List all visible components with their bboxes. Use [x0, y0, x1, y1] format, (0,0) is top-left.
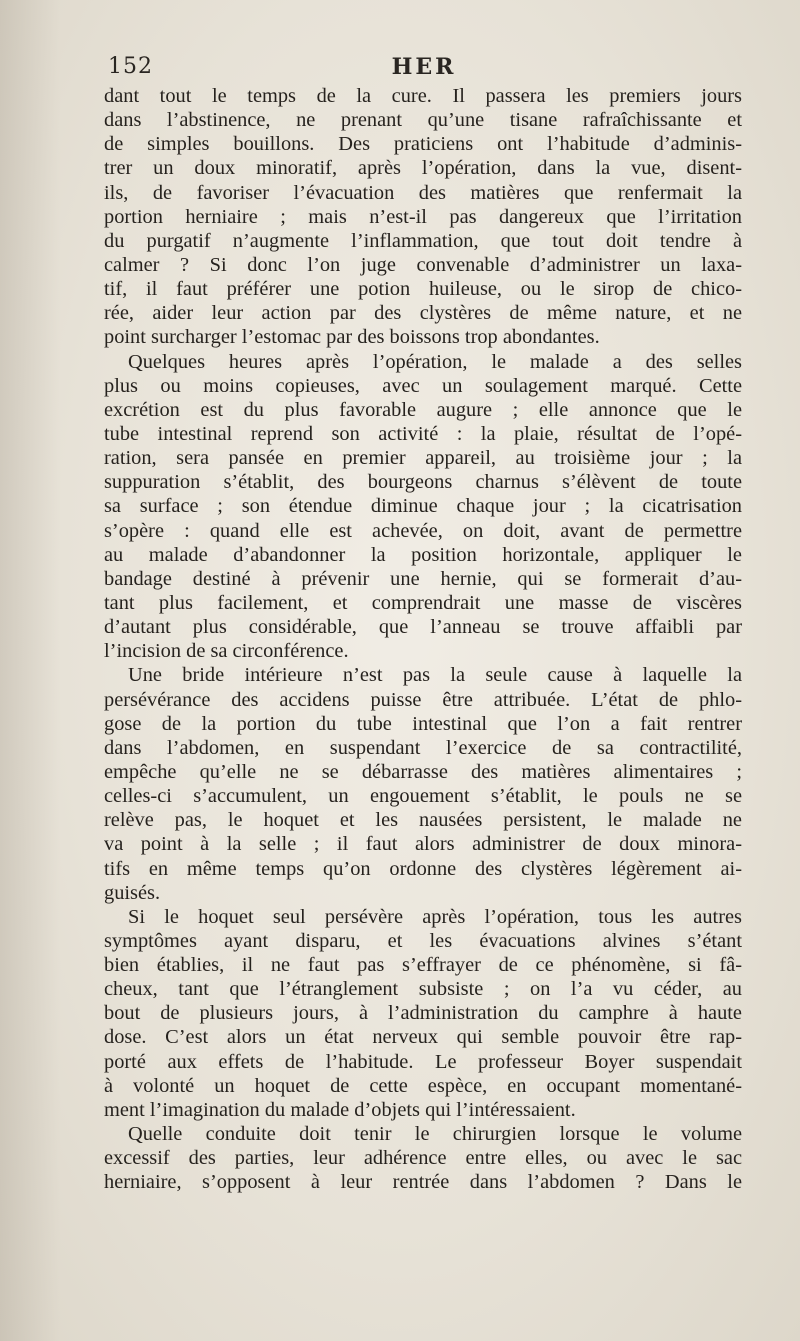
paragraph	[104, 350, 742, 664]
text-line: portion herniaire ; mais n’est-il pas dangereux que l’irritation	[104, 205, 742, 228]
text-line: excrétion est du plus favorable augure ; elle annonce que le	[104, 398, 742, 421]
text-line: empêche qu’elle ne se débarrasse des matières alimentaires ;	[104, 760, 742, 783]
text-line: tif, il faut préférer une potion huileuse, ou le sirop de chico-	[104, 278, 742, 301]
text-line: point surcharger l’estomac par des boissons trop abondantes.	[104, 326, 600, 349]
text-line: bien établies, il ne faut pas s’effrayer de ce phénomène, si fâ-	[104, 954, 742, 977]
page-header	[108, 54, 740, 86]
text-line: s’opère : quand elle est achevée, on doit, avant de permettre	[104, 519, 742, 542]
text-line: tube intestinal reprend son activité : la plaie, résultat de l’opé-	[104, 422, 742, 445]
text-line: excessif des parties, leur adhérence entre elles, ou avec le sac	[104, 1147, 742, 1170]
gutter-shadow	[0, 0, 60, 1341]
text-line: trer un doux minoratif, après l’opération, dans la vue, disent-	[104, 157, 742, 180]
text-line: dans l’abdomen, en suspendant l’exercice de sa contractilité,	[104, 736, 742, 759]
text-line: Une bride intérieure n’est pas la seule cause à laquelle la	[128, 664, 742, 687]
text-line: à volonté un hoquet de cette espèce, en occupant momentané-	[104, 1074, 742, 1097]
page-number: 152	[108, 54, 153, 79]
text-line: sa surface ; son étendue diminue chaque jour ; la cicatrisation	[104, 495, 742, 518]
text-line: l’incision de sa circonférence.	[104, 640, 349, 663]
text-line: Quelques heures après l’opération, le malade a des selles	[128, 350, 742, 373]
text-line: cheux, tant que l’étranglement subsiste ; on l’a vu céder, au	[104, 978, 742, 1001]
text-line: dose. C’est alors un état nerveux qui semble pouvoir être rap-	[104, 1026, 742, 1049]
text-line: au malade d’abandonner la position horizontale, appliquer le	[104, 543, 742, 566]
text-line: guisés.	[104, 881, 161, 904]
text-line: tifs en même temps qu’on ordonne des clystères légèrement ai-	[104, 857, 742, 880]
running-head: HER	[391, 54, 457, 80]
body-text	[104, 84, 742, 1194]
text-line: calmer ? Si donc l’on juge convenable d’administrer un laxa-	[104, 253, 742, 276]
text-line: ils, de favoriser l’évacuation des matières que renfermait la	[104, 181, 742, 204]
text-line: bout de plusieurs jours, à l’administration du camphre à haute	[104, 1002, 742, 1025]
text-line: relève pas, le hoquet et les nausées persistent, le malade ne	[104, 809, 742, 832]
text-line: Si le hoquet seul persévère après l’opération, tous les autres	[128, 905, 742, 928]
paragraph	[104, 905, 742, 1122]
text-line: rée, aider leur action par des clystères de même nature, et ne	[104, 302, 742, 325]
text-line: celles-ci s’accumulent, un engouement s’établit, le pouls ne se	[104, 785, 742, 808]
text-line: symptômes ayant disparu, et les évacuations alvines s’étant	[104, 929, 742, 952]
text-line: d’autant plus considérable, que l’anneau se trouve affaibli par	[104, 616, 742, 639]
paragraph	[104, 84, 742, 350]
text-line: gose de la portion du tube intestinal que l’on a fait rentrer	[104, 712, 742, 735]
text-line: dant tout le temps de la cure. Il passera les premiers jours	[104, 85, 742, 107]
text-line: ration, sera pansée en premier appareil, au troisième jour ; la	[104, 447, 742, 470]
text-line: tant plus facilement, et comprendrait une masse de viscères	[104, 591, 742, 614]
text-line: porté aux effets de l’habitude. Le professeur Boyer suspendait	[104, 1050, 742, 1073]
text-line: du purgatif n’augmente l’inflammation, que tout doit tendre à	[104, 229, 742, 252]
text-line: suppuration s’établit, des bourgeons charnus s’élèvent de toute	[104, 471, 742, 494]
text-line: bandage destiné à prévenir une hernie, qui se formerait d’au-	[104, 567, 742, 590]
text-line: de simples bouillons. Des praticiens ont l’habitude d’adminis-	[104, 133, 742, 156]
text-line: persévérance des accidens puisse être attribuée. L’état de phlo-	[104, 688, 742, 711]
text-line: dans l’abstinence, ne prenant qu’une tisane rafraîchissante et	[104, 109, 742, 132]
text-line: herniaire, s’opposent à leur rentrée dans l’abdomen ? Dans le	[104, 1171, 742, 1194]
paragraph	[104, 1122, 742, 1194]
text-line: plus ou moins copieuses, avec un soulagement marqué. Cette	[104, 374, 742, 397]
paragraph	[104, 663, 742, 904]
text-line: Quelle conduite doit tenir le chirurgien lorsque le volume	[128, 1123, 742, 1146]
text-line: ment l’imagination du malade d’objets qui l’intéressaient.	[104, 1098, 576, 1121]
text-line: va point à la selle ; il faut alors administrer de doux minora-	[104, 833, 742, 856]
